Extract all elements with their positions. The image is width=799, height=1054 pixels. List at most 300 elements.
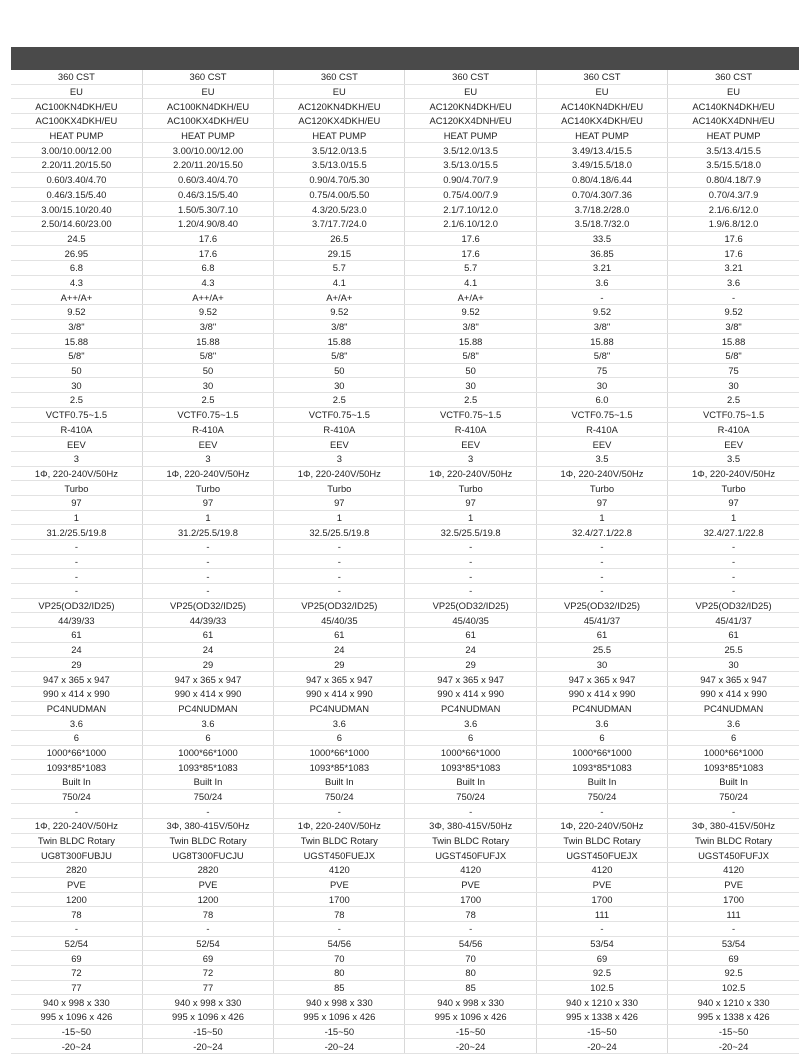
table-cell: 4.3/20.5/23.0 [274,202,405,217]
table-cell: VCTF0.75~1.5 [274,407,405,422]
table-cell: 360 CST [142,70,273,84]
table-cell: AC100KX4DKH/EU [142,114,273,129]
table-cell: 6 [668,730,799,745]
table-cell: EU [142,84,273,99]
table-cell: 3/8" [142,319,273,334]
table-cell: 26.95 [11,246,142,261]
table-cell: 3Φ, 380-415V/50Hz [405,819,536,834]
table-cell: - [11,569,142,584]
table-cell: 102.5 [536,980,667,995]
table-cell: 3Φ, 380-415V/50Hz [668,819,799,834]
table-row [11,319,799,334]
table-cell: 1000*66*1000 [668,745,799,760]
table-cell: 32.4/27.1/22.8 [668,525,799,540]
table-cell: - [274,554,405,569]
table-cell: 1Φ, 220-240V/50Hz [11,819,142,834]
table-cell: 54/56 [274,936,405,951]
table-cell: - [536,540,667,555]
table-cell: 360 CST [405,70,536,84]
table-cell: Twin BLDC Rotary [536,833,667,848]
table-cell: 5/8" [142,349,273,364]
table-row [11,495,799,510]
table-row [11,921,799,936]
table-cell: 4120 [405,863,536,878]
table-cell: Turbo [405,481,536,496]
table-cell: Twin BLDC Rotary [11,833,142,848]
table-cell: - [11,584,142,599]
table-cell: EU [668,84,799,99]
table-cell: 4.1 [274,275,405,290]
table-cell: 2.5 [11,393,142,408]
table-cell: 6 [11,730,142,745]
table-cell: 17.6 [405,246,536,261]
table-cell: -20~24 [274,1039,405,1054]
table-row [11,70,799,84]
table-cell: 360 CST [274,70,405,84]
table-cell: AC120KX4DKH/EU [274,114,405,129]
table-cell: 2.50/14.60/23.00 [11,216,142,231]
table-cell: 3.00/15.10/20.40 [11,202,142,217]
table-cell: VP25(OD32/ID25) [142,598,273,613]
table-cell: 3 [11,451,142,466]
table-cell: PVE [274,877,405,892]
table-cell: HEAT PUMP [142,128,273,143]
table-cell: 50 [142,363,273,378]
table-cell: - [274,584,405,599]
table-cell: 25.5 [668,642,799,657]
table-cell: 4.3 [142,275,273,290]
table-cell: 69 [142,951,273,966]
table-cell: 360 CST [11,70,142,84]
table-cell: 2820 [142,863,273,878]
table-cell: HEAT PUMP [536,128,667,143]
table-row [11,1039,799,1054]
table-cell: 30 [668,657,799,672]
table-cell: 750/24 [536,789,667,804]
table-cell: 3.21 [668,260,799,275]
table-cell: 61 [11,628,142,643]
table-cell: 947 x 365 x 947 [11,672,142,687]
table-cell: 97 [668,495,799,510]
table-cell: 50 [11,363,142,378]
table-cell: -15~50 [405,1024,536,1039]
table-cell: VCTF0.75~1.5 [536,407,667,422]
table-cell: Turbo [536,481,667,496]
table-cell: EEV [405,437,536,452]
table-cell: 61 [668,628,799,643]
table-cell: 1Φ, 220-240V/50Hz [11,466,142,481]
table-cell: -15~50 [274,1024,405,1039]
table-cell: UG8T300FUCJU [142,848,273,863]
table-row [11,613,799,628]
table-cell: 4120 [274,863,405,878]
table-cell: - [536,921,667,936]
table-cell: - [142,554,273,569]
table-cell: 0.46/3.15/5.40 [11,187,142,202]
table-cell: 97 [536,495,667,510]
table-cell: PVE [668,877,799,892]
table-cell: 3.5/13.0/15.5 [274,158,405,173]
table-cell: 1.9/6.8/12.0 [668,216,799,231]
table-cell: 0.80/4.18/6.44 [536,172,667,187]
table-cell: AC100KX4DKH/EU [11,114,142,129]
table-cell: 53/54 [536,936,667,951]
table-cell: 990 x 414 x 990 [536,686,667,701]
table-cell: 940 x 998 x 330 [142,995,273,1010]
table-cell: VP25(OD32/ID25) [668,598,799,613]
table-cell: EU [11,84,142,99]
table-cell: - [142,921,273,936]
table-cell: - [142,569,273,584]
table-cell: VP25(OD32/ID25) [274,598,405,613]
table-cell: 5/8" [668,349,799,364]
table-cell: - [405,569,536,584]
table-cell: 15.88 [536,334,667,349]
table-cell: 97 [142,495,273,510]
table-cell: 995 x 1096 x 426 [405,1010,536,1025]
table-cell: AC120KX4DNH/EU [405,114,536,129]
table-cell: 3.5/12.0/13.5 [405,143,536,158]
table-cell: 6.0 [536,393,667,408]
table-cell: 1700 [536,892,667,907]
table-row [11,158,799,173]
table-cell: A+/A+ [274,290,405,305]
table-row [11,936,799,951]
table-cell: 3.6 [11,716,142,731]
table-cell: EEV [536,437,667,452]
table-cell: R-410A [536,422,667,437]
table-cell: 77 [11,980,142,995]
table-cell: 72 [11,965,142,980]
table-cell: 80 [274,965,405,980]
table-cell: 1700 [668,892,799,907]
table-cell: 4120 [536,863,667,878]
table-cell: 0.75/4.00/5.50 [274,187,405,202]
table-row [11,99,799,114]
table-cell: 940 x 1210 x 330 [668,995,799,1010]
table-cell: 29 [274,657,405,672]
table-cell: 61 [274,628,405,643]
table-row [11,216,799,231]
table-cell: 947 x 365 x 947 [668,672,799,687]
table-cell: 5/8" [405,349,536,364]
table-cell: 4.3 [11,275,142,290]
table-cell: 3 [142,451,273,466]
table-cell: 15.88 [11,334,142,349]
table-cell: - [668,554,799,569]
table-cell: 3.7/18.2/28.0 [536,202,667,217]
table-cell: HEAT PUMP [668,128,799,143]
table-cell: - [274,804,405,819]
table-cell: UGST450FUEJX [536,848,667,863]
table-cell: 52/54 [142,936,273,951]
table-row [11,363,799,378]
table-cell: 29 [405,657,536,672]
table-cell: 0.60/3.40/4.70 [142,172,273,187]
table-cell: 1 [142,510,273,525]
table-row [11,525,799,540]
table-row [11,437,799,452]
table-cell: - [11,921,142,936]
table-cell: 4.1 [405,275,536,290]
table-cell: 1Φ, 220-240V/50Hz [274,466,405,481]
table-cell: 33.5 [536,231,667,246]
table-cell: 85 [405,980,536,995]
table-cell: 3 [274,451,405,466]
table-cell: HEAT PUMP [274,128,405,143]
table-cell: PC4NUDMAN [405,701,536,716]
table-row [11,995,799,1010]
table-cell: - [536,569,667,584]
table-cell: 0.46/3.15/5.40 [142,187,273,202]
table-cell: 360 CST [668,70,799,84]
table-cell: - [668,540,799,555]
table-row [11,128,799,143]
table-cell: PVE [11,877,142,892]
table-cell: 1 [274,510,405,525]
table-row [11,378,799,393]
table-cell: 45/40/35 [405,613,536,628]
table-cell: 1Φ, 220-240V/50Hz [274,819,405,834]
table-cell: -20~24 [536,1039,667,1054]
table-cell: 990 x 414 x 990 [274,686,405,701]
table-cell: R-410A [142,422,273,437]
table-row [11,980,799,995]
table-row [11,290,799,305]
table-cell: 3.5/12.0/13.5 [274,143,405,158]
table-cell: 36.85 [536,246,667,261]
table-cell: - [274,569,405,584]
table-cell: 15.88 [274,334,405,349]
table-cell: 15.88 [405,334,536,349]
table-cell: 1700 [274,892,405,907]
table-cell: - [11,804,142,819]
table-cell: 3.5/13.4/15.5 [668,143,799,158]
table-cell: 54/56 [405,936,536,951]
table-cell: 940 x 998 x 330 [11,995,142,1010]
table-cell: 1Φ, 220-240V/50Hz [536,466,667,481]
table-cell: -15~50 [668,1024,799,1039]
table-header-bar [11,47,799,70]
table-cell: Twin BLDC Rotary [142,833,273,848]
table-cell: UGST450FUEJX [274,848,405,863]
table-cell: 0.60/3.40/4.70 [11,172,142,187]
table-cell: 1 [668,510,799,525]
table-cell: 17.6 [405,231,536,246]
table-row [11,965,799,980]
table-cell: - [668,804,799,819]
table-cell: 78 [274,907,405,922]
table-cell: 1093*85*1083 [536,760,667,775]
table-cell: 30 [142,378,273,393]
table-cell: 6 [142,730,273,745]
table-cell: AC140KX4DKH/EU [536,114,667,129]
table-cell: 2.5 [668,393,799,408]
table-cell: 92.5 [536,965,667,980]
table-row [11,701,799,716]
table-cell: 44/39/33 [142,613,273,628]
table-cell: AC100KN4DKH/EU [142,99,273,114]
table-cell: 0.80/4.18/7.9 [668,172,799,187]
table-cell: 3/8" [668,319,799,334]
table-cell: 80 [405,965,536,980]
table-cell: 1Φ, 220-240V/50Hz [142,466,273,481]
table-cell: 3.5 [536,451,667,466]
table-row [11,246,799,261]
table-cell: VCTF0.75~1.5 [142,407,273,422]
table-cell: UG8T300FUBJU [11,848,142,863]
table-cell: Built In [405,775,536,790]
table-cell: 32.4/27.1/22.8 [536,525,667,540]
table-row [11,789,799,804]
table-row [11,775,799,790]
table-row [11,569,799,584]
spec-table [11,70,799,1054]
table-cell: 30 [536,657,667,672]
table-row [11,657,799,672]
table-cell: - [142,540,273,555]
table-cell: EEV [11,437,142,452]
table-cell: Turbo [11,481,142,496]
table-cell: -15~50 [142,1024,273,1039]
table-row [11,628,799,643]
table-cell: 1200 [11,892,142,907]
table-cell: 3.6 [536,275,667,290]
table-cell: 5/8" [536,349,667,364]
table-cell: 360 CST [536,70,667,84]
table-cell: AC120KN4DKH/EU [405,99,536,114]
table-cell: 3.6 [536,716,667,731]
table-cell: AC140KN4DKH/EU [536,99,667,114]
table-cell: 995 x 1096 x 426 [274,1010,405,1025]
table-cell: 750/24 [668,789,799,804]
table-row [11,143,799,158]
table-cell: 9.52 [11,305,142,320]
table-cell: 32.5/25.5/19.8 [405,525,536,540]
table-cell: - [405,584,536,599]
table-cell: - [11,540,142,555]
table-cell: 1093*85*1083 [142,760,273,775]
table-cell: 29.15 [274,246,405,261]
table-cell: 3/8" [536,319,667,334]
table-cell: 24 [142,642,273,657]
table-cell: 52/54 [11,936,142,951]
table-cell: AC120KN4DKH/EU [274,99,405,114]
table-cell: - [536,804,667,819]
table-cell: 9.52 [536,305,667,320]
table-cell: EEV [668,437,799,452]
table-cell: 750/24 [11,789,142,804]
table-cell: 61 [142,628,273,643]
table-cell: 17.6 [142,231,273,246]
table-cell: 990 x 414 x 990 [668,686,799,701]
table-cell: 111 [536,907,667,922]
table-cell: 50 [274,363,405,378]
table-row [11,114,799,129]
table-cell: - [405,554,536,569]
table-cell: VCTF0.75~1.5 [11,407,142,422]
table-cell: 69 [11,951,142,966]
table-cell: 3Φ, 380-415V/50Hz [142,819,273,834]
table-cell: Built In [274,775,405,790]
table-cell: 85 [274,980,405,995]
table-cell: 3 [405,451,536,466]
table-cell: 995 x 1096 x 426 [11,1010,142,1025]
table-cell: 15.88 [668,334,799,349]
table-cell: 3.00/10.00/12.00 [11,143,142,158]
table-cell: R-410A [405,422,536,437]
table-cell: 3.6 [405,716,536,731]
table-cell: 70 [274,951,405,966]
table-cell: 2.5 [142,393,273,408]
table-cell: 5/8" [11,349,142,364]
table-cell: 3.49/13.4/15.5 [536,143,667,158]
table-cell: Built In [142,775,273,790]
table-cell: - [405,540,536,555]
table-cell: 947 x 365 x 947 [536,672,667,687]
table-cell: Turbo [142,481,273,496]
table-row [11,202,799,217]
table-cell: A++/A+ [142,290,273,305]
table-cell: R-410A [11,422,142,437]
table-cell: Turbo [668,481,799,496]
table-cell: 3.6 [274,716,405,731]
table-cell: 5/8" [274,349,405,364]
table-row [11,1024,799,1039]
table-cell: 1000*66*1000 [274,745,405,760]
table-cell: 990 x 414 x 990 [405,686,536,701]
table-cell: 6 [536,730,667,745]
table-cell: 3/8" [11,319,142,334]
table-cell: -20~24 [668,1039,799,1054]
table-cell: 1000*66*1000 [142,745,273,760]
table-cell: 30 [11,378,142,393]
table-row [11,231,799,246]
table-cell: 30 [536,378,667,393]
table-cell: 2820 [11,863,142,878]
table-cell: - [142,584,273,599]
table-cell: 53/54 [668,936,799,951]
table-cell: Twin BLDC Rotary [405,833,536,848]
table-cell: 6.8 [142,260,273,275]
table-row [11,275,799,290]
table-cell: -15~50 [536,1024,667,1039]
table-cell: AC140KX4DNH/EU [668,114,799,129]
table-cell: 1.20/4.90/8.40 [142,216,273,231]
table-cell: Built In [536,775,667,790]
table-cell: 1093*85*1083 [274,760,405,775]
table-cell: 3.6 [668,275,799,290]
table-cell: R-410A [668,422,799,437]
table-cell: 3.6 [668,716,799,731]
table-cell: EEV [142,437,273,452]
table-cell: 78 [405,907,536,922]
table-row [11,848,799,863]
table-cell: 15.88 [142,334,273,349]
table-cell: 940 x 998 x 330 [405,995,536,1010]
table-cell: 990 x 414 x 990 [142,686,273,701]
table-cell: UGST450FUFJX [405,848,536,863]
table-cell: EEV [274,437,405,452]
table-cell: AC140KN4DKH/EU [668,99,799,114]
table-row [11,819,799,834]
table-row [11,951,799,966]
table-cell: 97 [274,495,405,510]
table-cell: 2.20/11.20/15.50 [142,158,273,173]
table-row [11,804,799,819]
table-cell: 26.5 [274,231,405,246]
table-cell: HEAT PUMP [405,128,536,143]
